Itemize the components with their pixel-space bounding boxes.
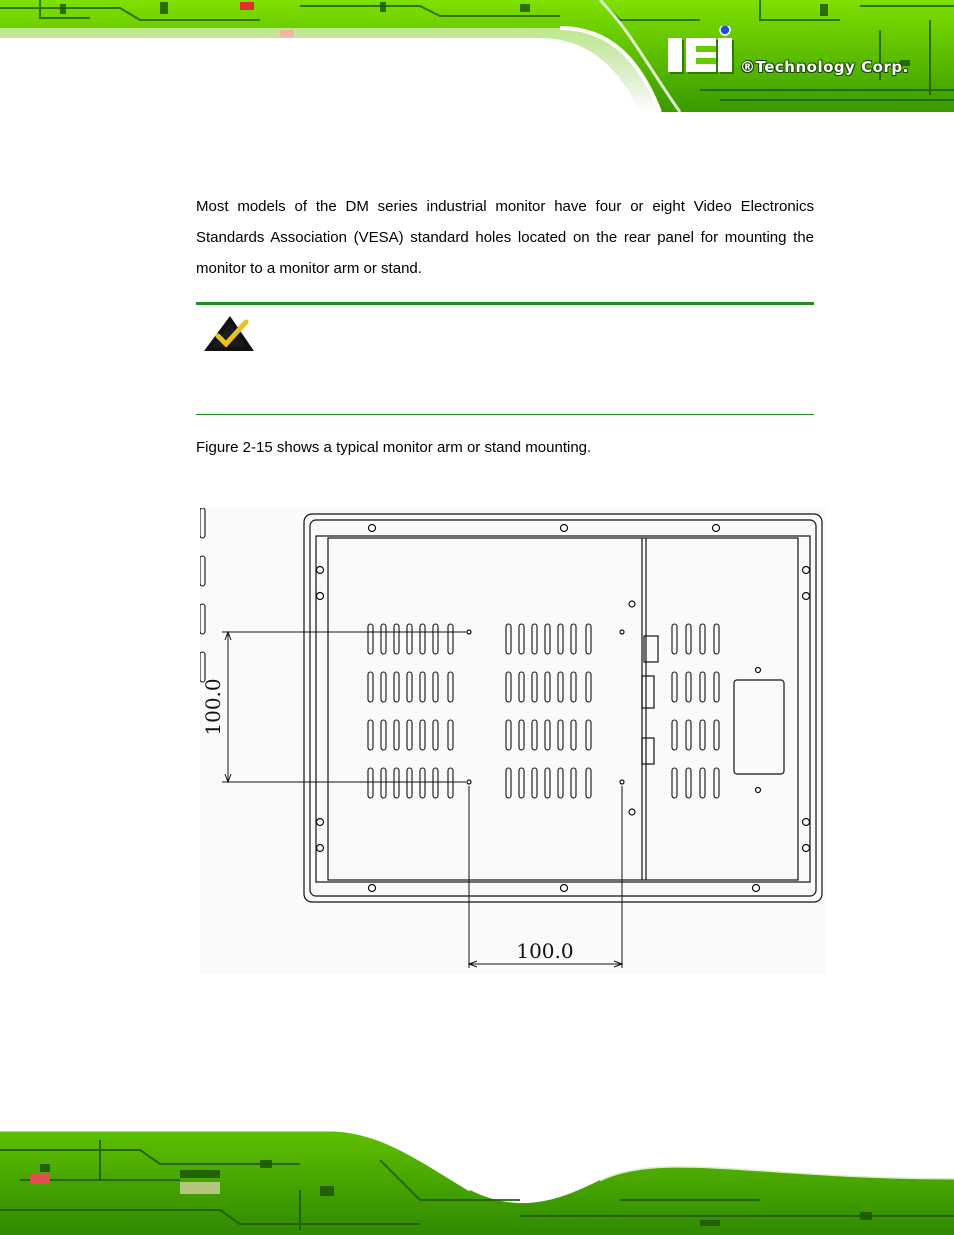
- footer-pcb-banner: [0, 1120, 954, 1235]
- figure-reference: Figure 2-15 shows a typical monitor arm or stand mounting.: [196, 439, 592, 456]
- vesa-mounting-drawing: [200, 508, 826, 974]
- note-divider-top: [196, 302, 814, 305]
- logo-wordmark: ®Technology Corp.: [740, 58, 909, 76]
- note-checkmark-icon: [204, 314, 254, 352]
- body-paragraph: Most models of the DM series industrial monitor have four or eight Video Electronics Standards Association (VESA) standard holes located on the rear panel for mounting the monitor to a monitor arm or stand.: [196, 198, 814, 277]
- horizontal-dimension-label: 100.0: [516, 939, 574, 963]
- vertical-dimension-label: 100.0: [201, 678, 225, 736]
- note-divider-bottom: [196, 414, 814, 415]
